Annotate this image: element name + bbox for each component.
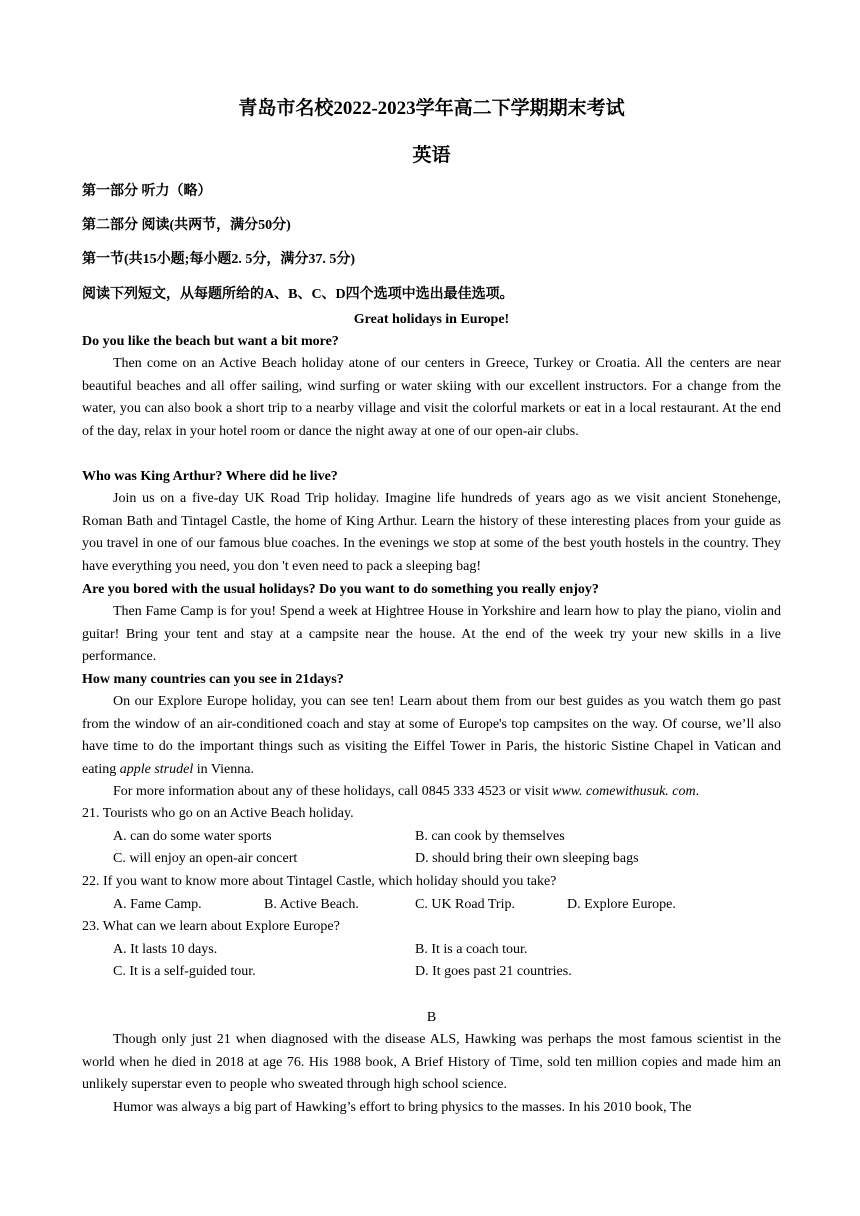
paragraph-4-text: On our Explore Europe holiday, you can see ten! Learn about them from our best guides as you watch them go past from the window of an air-conditioned coach and stay at some of Europe's top campsites on the way. Of course, we’ll also have time to do the important things such as visiting the Eiffel Tower in Paris, the historic Sistine Chapel in Vatican and eating (82, 694, 781, 777)
question-21-option-b: B. can cook by themselves (415, 829, 565, 844)
question-23-option-b: B. It is a coach tour. (415, 942, 528, 957)
passage-a-paragraph-5 (82, 781, 781, 804)
paragraph-4-end: in Vienna. (193, 761, 254, 777)
question-22-option-a: A. Fame Camp. (113, 897, 202, 912)
passage-a-heading-1: Do you like the beach but want a bit more? (82, 334, 339, 349)
passage-a-heading-4: How many countries can you see in 21days? (82, 672, 344, 687)
website-link-text: www. comewithusuk. com (551, 784, 696, 799)
passage-a-paragraph-3: Then Fame Camp is for you! Spend a week at Hightree House in Yorkshire and learn how to play the piano, violin and guitar! Bring your tent and stay at a campsite near the house. At the end of the week try your new skills in a live performance. (82, 604, 781, 665)
exam-title: 青岛市名校2022-2023学年高二下学期期末考试 (238, 98, 625, 119)
question-21-option-d: D. should bring their own sleeping bags (415, 851, 639, 866)
passage-a-title: Great holidays in Europe! (353, 312, 510, 327)
passage-b-paragraph-2: Humor was always a big part of Hawking’s effort to bring physics to the masses. In his 2010 book, The (113, 1100, 692, 1115)
question-23-option-a: A. It lasts 10 days. (113, 942, 218, 957)
subject-title: 英语 (412, 145, 451, 166)
instruction-text: 阅读下列短文，从每题所给的A、B、C、D四个选项中选出最佳选项。 (82, 287, 514, 302)
question-22-option-c: C. UK Road Trip. (415, 897, 515, 912)
paragraph-5-end: . (695, 784, 700, 799)
part1-heading: 第一部分 听力（略） (82, 184, 212, 199)
passage-a-paragraph-1: Then come on an Active Beach holiday atone of our centers in Greece, Turkey or Croatia. All the centers are near beautiful beaches and all offer sailing, wind surfing or water skiing with our excellent instructors. For a change from the water, you can also book a short trip to a nearby village and visit the colorful markets or eat in a local restaurant. At the end of the day, relax in your hotel room or dance the night away at one of our open-air clubs. (82, 356, 781, 439)
passage-b-paragraph-1: Though only just 21 when diagnosed with the disease ALS, Hawking was perhaps the most famous scientist in the world when he died in 2018 at age 76. His 1988 book, A Brief History of Time, sold ten million copies and made him an unlikely superstar even to people who sweated through high school science. (82, 1032, 781, 1093)
passage-a-heading-2: Who was King Arthur? Where did he live? (82, 469, 338, 484)
paragraph-4-italic: apple strudel (119, 761, 194, 777)
question-21-option-c: C. will enjoy an open-air concert (113, 851, 298, 866)
passage-a-heading-3: Are you bored with the usual holidays? Do you want to do something you really enjoy? (82, 582, 599, 597)
question-22-stem: 22. If you want to know more about Tintagel Castle, which holiday should you take? (82, 874, 557, 889)
passage-a-paragraph-2: Join us on a five-day UK Road Trip holiday. Imagine life hundreds of years ago as we visit ancient Stonehenge, Roman Bath and Tintagel Castle, the home of King Arthur. Learn the history of these interesting places from your guide as you travel in one of our famous blue coaches. In the evenings we stop at some of the best youth hostels in the country. They have everything you need, you don 't even need to pack a sleeping bag! (82, 491, 781, 574)
question-21-stem: 21. Tourists who go on an Active Beach holiday. (82, 806, 354, 821)
passage-a-paragraph-4 (82, 691, 781, 781)
question-23-stem: 23. What can we learn about Explore Europe? (82, 919, 340, 934)
part2-heading: 第二部分 阅读(共两节，满分50分) (82, 218, 291, 233)
passage-b-label: B (426, 1010, 437, 1025)
question-21-option-a: A. can do some water sports (113, 829, 272, 844)
question-22-option-b: B. Active Beach. (264, 897, 359, 912)
question-22-option-d: D. Explore Europe. (567, 897, 676, 912)
question-23-option-c: C. It is a self-guided tour. (113, 964, 256, 979)
paragraph-5-text: For more information about any of these holidays, call 0845 333 4523 or visit (113, 784, 552, 799)
section1-heading: 第一节(共15小题;每小题2. 5分，满分37. 5分) (82, 252, 355, 267)
question-23-option-d: D. It goes past 21 countries. (415, 964, 572, 979)
